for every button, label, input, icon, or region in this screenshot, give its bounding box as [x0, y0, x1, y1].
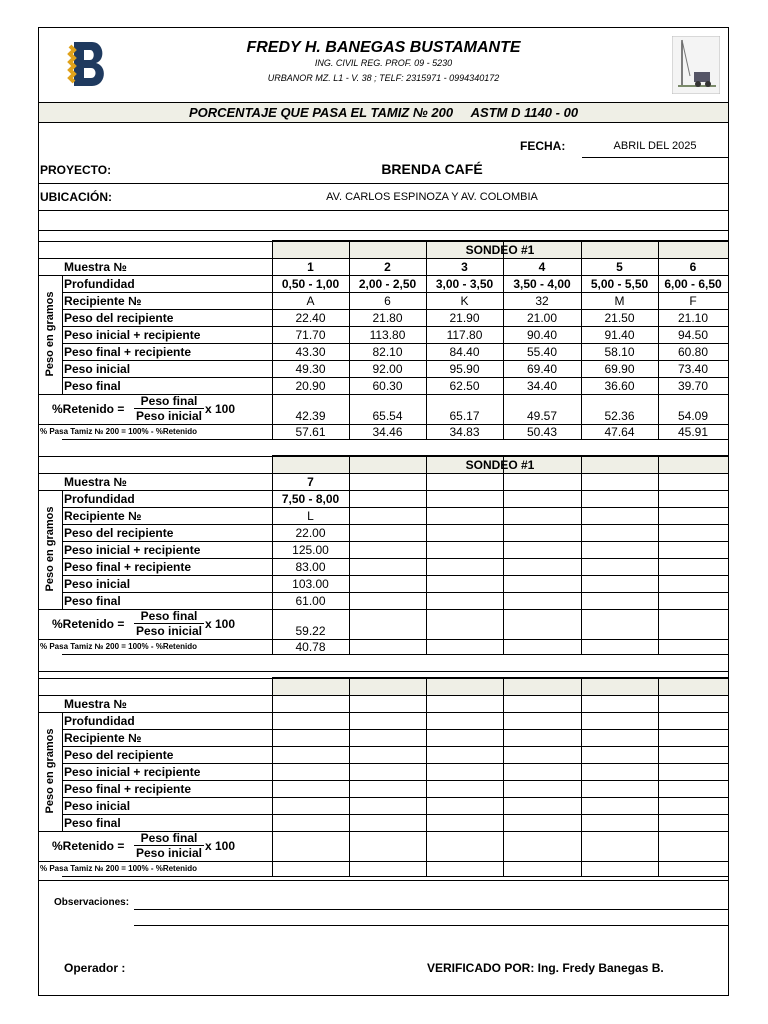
table-cell: 42.39 [295, 409, 326, 423]
col-line [349, 456, 350, 654]
row-label-peso-final: Peso final [64, 816, 121, 830]
ubicacion-label: UBICACIÓN: [40, 190, 112, 204]
row-line [62, 360, 728, 361]
row-label-peso-recipiente: Peso del recipiente [64, 526, 174, 540]
table-cell: 4 [538, 260, 546, 274]
fecha-value: ABRIL DEL 2025 [613, 140, 697, 152]
row-line [272, 455, 728, 456]
table-cell: M [614, 294, 625, 308]
table-cell: 83.00 [295, 560, 326, 574]
table-cell: 84.40 [449, 345, 480, 359]
row-line [39, 241, 728, 242]
table-cell: 2 [384, 260, 391, 274]
table-cell: 45.91 [677, 425, 709, 439]
row-label-muestra: Muestra № [64, 475, 127, 489]
b-logo-icon [60, 38, 112, 90]
row-line [62, 558, 728, 559]
col-line [426, 678, 427, 876]
col-line [658, 456, 659, 654]
table-cell: 94.50 [677, 328, 709, 342]
table-cell: 54.09 [677, 409, 709, 423]
table-cell: 3,50 - 4,00 [513, 277, 571, 291]
table-cell: 6,00 - 6,50 [664, 277, 722, 291]
side-label: Peso en gramos [44, 291, 56, 376]
table-cell: 82.10 [372, 345, 403, 359]
table-cell: 65.54 [372, 409, 403, 423]
row-line [62, 377, 728, 378]
row-line [39, 695, 728, 696]
row-line [62, 575, 728, 576]
sondeo-header: SONDEO #1 [465, 243, 535, 257]
table-cell: 60.80 [677, 345, 709, 359]
table-cell: 92.00 [372, 362, 403, 376]
table-cell: K [460, 294, 469, 308]
table-cell: F [689, 294, 697, 308]
row-label-peso-final: Peso final [64, 379, 121, 393]
ubicacion-value: AV. CARLOS ESPINOZA Y AV. COLOMBIA [326, 191, 538, 203]
col-line [426, 456, 427, 654]
row-line [62, 507, 728, 508]
col-line [728, 241, 729, 439]
table-cell: 90.40 [526, 328, 558, 342]
row-line [39, 639, 728, 640]
table-cell: 58.10 [604, 345, 635, 359]
table-cell: 3,00 - 3,50 [435, 277, 494, 291]
row-line [62, 797, 728, 798]
table-cell: 6 [384, 294, 391, 308]
col-line [62, 275, 63, 394]
col-line [728, 456, 729, 654]
row-label-peso-recipiente: Peso del recipiente [64, 748, 174, 762]
table-cell: 55.40 [526, 345, 558, 359]
operador-label: Operador : [64, 961, 126, 975]
col-line [581, 456, 582, 654]
table-cell: 34.83 [449, 425, 480, 439]
table-cell: 91.40 [604, 328, 635, 342]
row-label-recipiente: Recipiente № [64, 509, 142, 523]
row-label-peso-final-recipiente: Peso final + recipiente [64, 560, 192, 574]
row-line [62, 876, 728, 877]
table-cell: 21.50 [604, 311, 635, 325]
row-line [62, 763, 728, 764]
table-cell: 21.90 [449, 311, 480, 325]
row-line [62, 343, 728, 344]
x100-label: x 100 [205, 402, 236, 416]
table-cell: 73.40 [677, 362, 709, 376]
table-cell: 6 [689, 260, 697, 274]
row-label-peso-inicial-recipiente: Peso inicial + recipiente [64, 328, 201, 342]
col-line [503, 456, 504, 654]
table-cell: 50.43 [526, 425, 558, 439]
table-cell: A [306, 294, 315, 308]
table-cell: 21.80 [372, 311, 403, 325]
table-cell: 61.00 [295, 594, 326, 608]
row-line [62, 292, 728, 293]
retenido-label: %Retenido = [52, 617, 125, 631]
row-label-recipiente: Recipiente № [64, 294, 142, 308]
row-line [39, 712, 728, 713]
row-line [62, 780, 728, 781]
row-label-peso-inicial: Peso inicial [64, 799, 131, 813]
side-label: Peso en gramos [44, 506, 56, 591]
col-line [581, 678, 582, 876]
table-cell: 62.50 [449, 379, 480, 393]
pasa-label: % Pasa Tamiz № 200 = 100% - %Retenido [40, 427, 198, 436]
table-cell: 0,50 - 1,00 [281, 277, 340, 291]
row-label-profundidad: Profundidad [64, 277, 135, 291]
table-cell: L [307, 509, 314, 523]
row-line [62, 439, 728, 440]
row-label-peso-recipiente: Peso del recipiente [64, 311, 174, 325]
table-cell: 117.80 [446, 328, 483, 342]
table-cell: 52.36 [604, 409, 635, 423]
row-line [62, 729, 728, 730]
table-cell: 20.90 [295, 379, 326, 393]
fraction-numerator: Peso final [140, 609, 198, 623]
row-label-profundidad: Profundidad [64, 492, 135, 506]
col-line [349, 678, 350, 876]
drilling-rig-icon [672, 36, 720, 94]
table-cell: 113.80 [369, 328, 406, 342]
table-cell: 65.17 [449, 409, 480, 423]
table-cell: 39.70 [677, 379, 709, 393]
row-line [62, 326, 728, 327]
table-cell: 34.46 [372, 425, 403, 439]
row-line [39, 456, 728, 457]
row-line [62, 746, 728, 747]
table-cell: 59.22 [295, 624, 326, 638]
row-line [62, 541, 728, 542]
fraction-denominator: Peso inicial [135, 624, 203, 638]
address-line: URBANOR MZ. L1 - V. 38 ; TELF: 2315971 - 0994340172 [267, 73, 500, 83]
table-cell: 47.64 [604, 425, 635, 439]
x100-label: x 100 [205, 839, 236, 853]
row-label-muestra: Muestra № [64, 697, 127, 711]
table-cell: 21.10 [677, 311, 709, 325]
company-name: FREDY H. BANEGAS BUSTAMANTE [246, 39, 521, 56]
table-cell: 43.30 [295, 345, 326, 359]
row-line [39, 490, 728, 491]
table-cell: 49.57 [526, 409, 558, 423]
side-label: Peso en gramos [44, 728, 56, 813]
table-cell: 103.00 [292, 577, 329, 591]
row-line [39, 258, 728, 259]
verificado-label: VERIFICADO POR: Ing. Fredy Banegas B. [427, 961, 664, 975]
report-title: PORCENTAJE QUE PASA EL TAMIZ № 200 ASTM D 1140 - 00 [188, 105, 579, 120]
row-line [272, 677, 728, 678]
table-cell: 7,50 - 8,00 [281, 492, 340, 506]
table-cell: 5,00 - 5,50 [590, 277, 649, 291]
row-line [39, 678, 728, 679]
row-line [62, 592, 728, 593]
row-label-peso-inicial: Peso inicial [64, 577, 131, 591]
row-line [39, 671, 728, 672]
retenido-label: %Retenido = [52, 402, 125, 416]
pasa-label: % Pasa Tamiz № 200 = 100% - %Retenido [40, 864, 198, 873]
pasa-label: % Pasa Tamiz № 200 = 100% - %Retenido [40, 642, 198, 651]
table-cell: 71.70 [295, 328, 326, 342]
col-line [728, 678, 729, 876]
row-line [62, 814, 728, 815]
row-label-peso-inicial: Peso inicial [64, 362, 131, 376]
col-line [62, 712, 63, 831]
row-line [39, 861, 728, 862]
table-cell: 32 [535, 294, 549, 308]
table-cell: 49.30 [295, 362, 326, 376]
table-cell: 5 [616, 260, 623, 274]
row-line [62, 654, 728, 655]
row-label-peso-inicial-recipiente: Peso inicial + recipiente [64, 543, 201, 557]
observaciones-line [134, 909, 728, 910]
row-line [39, 473, 728, 474]
fraction-denominator: Peso inicial [135, 409, 203, 423]
fecha-label: FECHA: [520, 139, 566, 153]
table-cell: 2,00 - 2,50 [358, 277, 417, 291]
proyecto-label: PROYECTO: [40, 163, 112, 177]
fraction-denominator: Peso inicial [135, 846, 203, 860]
row-line [62, 309, 728, 310]
col-line [658, 678, 659, 876]
fraction-numerator: Peso final [140, 394, 198, 408]
table-cell: 7 [307, 475, 314, 489]
row-line [62, 524, 728, 525]
sondeo-header-bg [272, 678, 728, 695]
row-line [39, 275, 728, 276]
table-cell: 21.00 [526, 311, 558, 325]
table-cell: 3 [461, 260, 468, 274]
row-line [272, 240, 728, 241]
table-cell: 1 [307, 260, 314, 274]
row-label-muestra: Muestra № [64, 260, 127, 274]
table-cell: 60.30 [372, 379, 403, 393]
col-line [62, 490, 63, 609]
retenido-label: %Retenido = [52, 839, 125, 853]
table-cell: 69.40 [526, 362, 558, 376]
table-cell: 36.60 [604, 379, 635, 393]
row-label-peso-inicial-recipiente: Peso inicial + recipiente [64, 765, 201, 779]
row-label-recipiente: Recipiente № [64, 731, 142, 745]
table-cell: 57.61 [295, 425, 326, 439]
table-cell: 22.00 [295, 526, 326, 540]
table-cell: 40.78 [295, 640, 326, 654]
fraction-numerator: Peso final [140, 831, 198, 845]
sondeo-header: SONDEO #1 [465, 458, 535, 472]
table-cell: 22.40 [295, 311, 326, 325]
registration-line: ING. CIVIL REG. PROF. 09 - 5230 [314, 58, 453, 68]
row-label-peso-final-recipiente: Peso final + recipiente [64, 345, 192, 359]
table-cell: 34.40 [526, 379, 558, 393]
col-line [272, 678, 273, 876]
row-label-peso-final: Peso final [64, 594, 121, 608]
col-line [503, 678, 504, 876]
table-cell: 69.90 [604, 362, 635, 376]
proyecto-value: BRENDA CAFÉ [381, 161, 483, 177]
table-cell: 125.00 [292, 543, 329, 557]
observaciones-label: Observaciones: [54, 897, 130, 908]
x100-label: x 100 [205, 617, 236, 631]
row-label-profundidad: Profundidad [64, 714, 135, 728]
table-cell: 95.90 [449, 362, 480, 376]
row-label-peso-final-recipiente: Peso final + recipiente [64, 782, 192, 796]
